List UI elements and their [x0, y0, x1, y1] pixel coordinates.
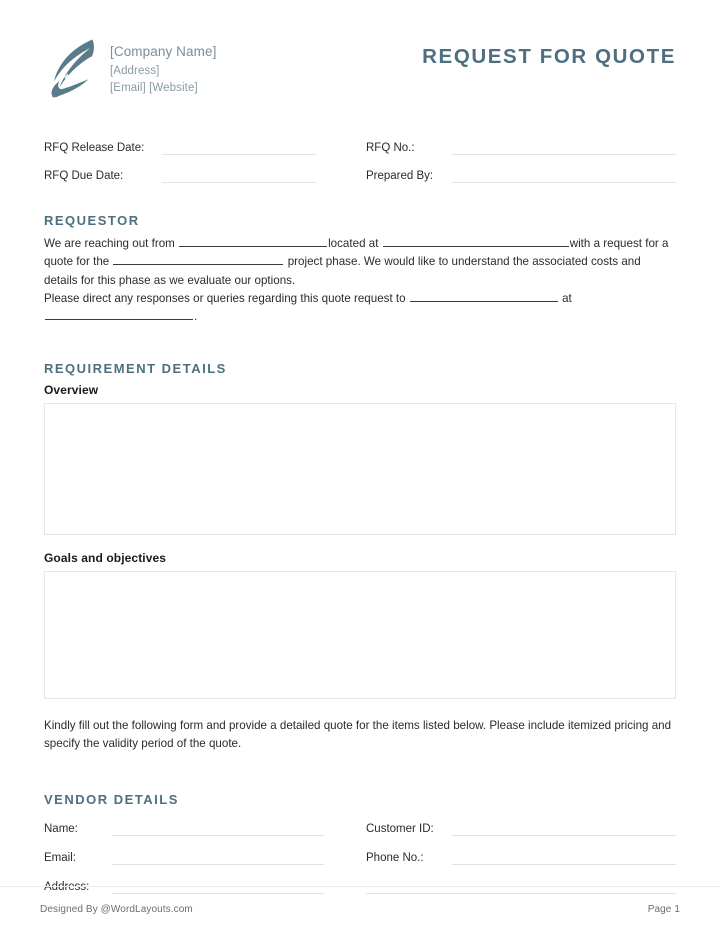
feather-quill-icon	[44, 36, 98, 102]
vendor-address-label: Address:	[44, 880, 90, 893]
prepared-by-input[interactable]	[452, 168, 676, 183]
vendor-details-heading: VENDOR DETAILS	[44, 791, 179, 807]
vendor-row-1	[44, 821, 676, 836]
phone-no-input[interactable]	[452, 850, 676, 865]
rfq-no-input[interactable]	[452, 140, 676, 155]
overview-label: Overview	[44, 382, 99, 397]
rfq-release-date-label: RFQ Release Date:	[44, 142, 145, 154]
document-header	[0, 0, 720, 102]
requestor-text-6: at	[558, 291, 572, 305]
brand-text-lines	[110, 34, 216, 97]
requestor-text-1: We are reaching out from	[44, 237, 179, 250]
page-title: REQUEST FOR QUOTE	[422, 45, 676, 68]
company-address: [Address]	[110, 64, 160, 77]
instruction-note: Kindly fill out the following form and provide a detailed quote for the items listed below. Please include itemized pricing and specify the validity period of the quote.	[44, 718, 672, 751]
overview-textarea[interactable]	[44, 403, 676, 535]
phone-no-label: Phone No.:	[366, 851, 424, 864]
meta-row-2	[44, 168, 676, 183]
rfq-release-date-input[interactable]	[162, 140, 316, 155]
vendor-email-label: Email:	[44, 851, 76, 864]
requestor-blank-contact-detail[interactable]	[45, 310, 193, 321]
vendor-details-section	[0, 792, 720, 894]
requestor-paragraph	[44, 235, 676, 290]
prepared-by-label: Prepared By:	[366, 170, 434, 182]
vendor-name-label: Name:	[44, 822, 78, 835]
field-vendor-email[interactable]	[44, 850, 360, 865]
designed-by-credit: Designed By @WordLayouts.com	[40, 904, 193, 915]
company-name: [Company Name]	[110, 44, 217, 59]
requestor-text-4: project phase. We would like to understand the associated costs and details for this phase as we evaluate our options.	[44, 255, 641, 287]
requestor-section	[0, 213, 720, 327]
requestor-blank-company[interactable]	[179, 236, 327, 247]
rfq-no-label: RFQ No.:	[366, 142, 415, 154]
rfq-due-date-label: RFQ Due Date:	[44, 170, 124, 182]
field-prepared-by[interactable]	[360, 168, 676, 183]
company-contact: [Email] [Website]	[110, 81, 198, 94]
requestor-text-5: Please direct any responses or queries regarding this quote request to	[44, 291, 409, 305]
requestor-text-3: with a request for a quote for the	[44, 237, 669, 269]
requestor-heading: REQUESTOR	[44, 213, 140, 228]
vendor-email-input[interactable]	[112, 850, 324, 865]
requestor-text-2: located at	[328, 237, 382, 250]
requirement-details-section	[0, 361, 720, 754]
requestor-text-7: .	[194, 310, 198, 324]
field-rfq-release-date[interactable]	[44, 140, 360, 155]
requestor-blank-contact-name[interactable]	[410, 291, 558, 302]
requestor-contact-paragraph	[44, 290, 676, 327]
vendor-row-2	[44, 850, 676, 865]
field-rfq-no[interactable]	[360, 140, 676, 155]
field-customer-id[interactable]	[360, 821, 676, 836]
rfq-due-date-input[interactable]	[162, 168, 316, 183]
page-number: Page 1	[647, 904, 680, 915]
requestor-blank-phase[interactable]	[113, 255, 283, 266]
customer-id-input[interactable]	[452, 821, 676, 836]
document-footer	[0, 886, 720, 932]
requestor-blank-location[interactable]	[383, 236, 569, 247]
goals-label: Goals and objectives	[44, 550, 167, 565]
rfq-meta-fields	[0, 140, 720, 183]
vendor-name-input[interactable]	[112, 821, 324, 836]
brand-block	[44, 34, 216, 102]
meta-row-1	[44, 140, 676, 155]
field-phone-no[interactable]	[360, 850, 676, 865]
requirement-details-heading: REQUIREMENT DETAILS	[44, 360, 227, 376]
goals-textarea[interactable]	[44, 571, 676, 699]
field-rfq-due-date[interactable]	[44, 168, 360, 183]
field-vendor-name[interactable]	[44, 821, 360, 836]
customer-id-label: Customer ID:	[366, 822, 434, 835]
